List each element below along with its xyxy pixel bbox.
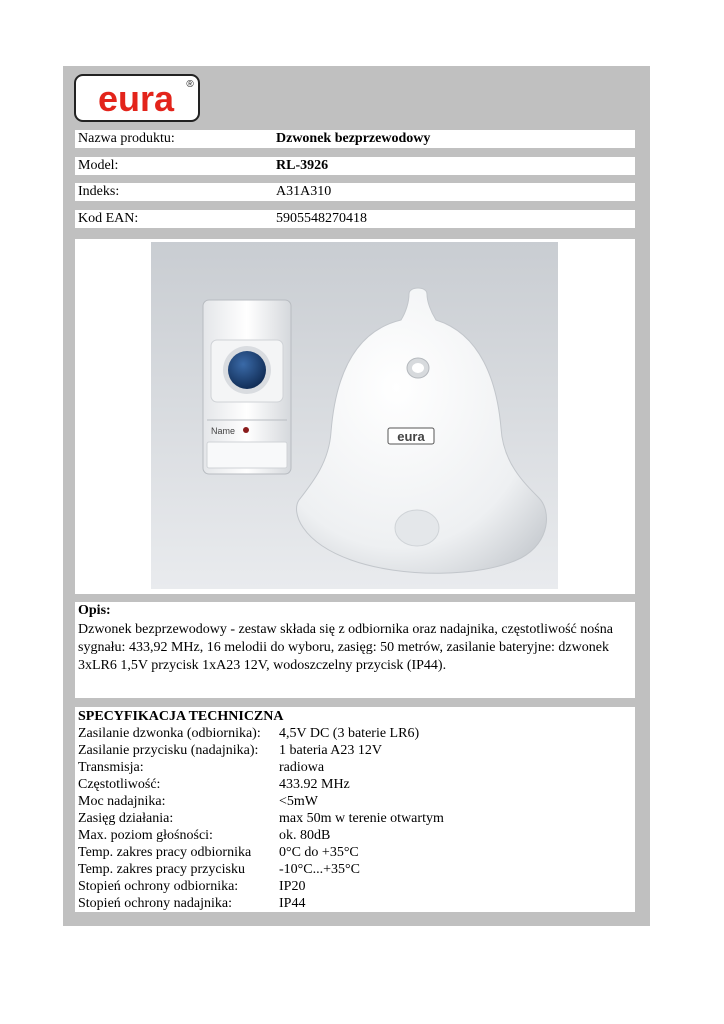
spec-row xyxy=(78,861,630,878)
index-row xyxy=(75,183,635,201)
spec-key: Stopień ochrony odbiornika: xyxy=(78,879,239,894)
spec-row xyxy=(78,810,630,827)
spec-value: radiowa xyxy=(279,760,325,775)
spec-key: Max. poziom głośności: xyxy=(78,828,213,843)
led-indicator-icon xyxy=(243,427,249,433)
spec-heading: SPECYFIKACJA TECHNICZNA xyxy=(78,709,284,724)
spec-row xyxy=(78,725,630,742)
spec-key: Temp. zakres pracy przycisku xyxy=(78,862,245,877)
bell-button-icon xyxy=(228,351,266,389)
spec-key: Zasilanie przycisku (nadajnika): xyxy=(78,743,259,758)
ean-row xyxy=(75,210,635,228)
spec-value: -10°C...+35°C xyxy=(279,862,360,877)
spec-row xyxy=(78,759,630,776)
index-value: A31A310 xyxy=(276,184,332,199)
product-name-key: Nazwa produktu: xyxy=(78,131,175,146)
spec-key: Zasilanie dzwonka (odbiornika): xyxy=(78,726,261,741)
spec-value: <5mW xyxy=(279,794,318,809)
product-name-row xyxy=(75,130,635,148)
model-row xyxy=(75,157,635,175)
spec-key: Częstotliwość: xyxy=(78,777,161,792)
spec-value: 4,5V DC (3 baterie LR6) xyxy=(279,726,420,741)
spec-value: ok. 80dB xyxy=(279,828,331,843)
spec-section xyxy=(75,707,635,912)
product-name-value: Dzwonek bezprzewodowy xyxy=(276,131,431,146)
model-value: RL-3926 xyxy=(276,158,329,173)
spec-value: IP44 xyxy=(279,896,306,911)
spec-key: Zasięg działania: xyxy=(78,811,174,826)
spec-key: Temp. zakres pracy odbiornika xyxy=(78,845,252,860)
spec-value: 433.92 MHz xyxy=(279,777,350,792)
spec-row xyxy=(78,776,630,793)
spec-row xyxy=(78,895,630,912)
ean-value: 5905548270418 xyxy=(276,211,367,226)
spec-key: Stopień ochrony nadajnika: xyxy=(78,896,232,911)
spec-key: Transmisja: xyxy=(78,760,144,775)
spec-value: max 50m w terenie otwartym xyxy=(279,811,444,826)
spec-row xyxy=(78,827,630,844)
description-text: Dzwonek bezprzewodowy - zestaw składa się z odbiornika oraz nadajnika, częstotliwość nośna sygnału: 433,92 MHz, 16 melodii do wyboru, zasięg: 50 metrów, zasilanie bateryjne: dzwonek 3xLR6 1,5V przycisk 1xA23 12V, wodoszczelny przycisk (IP44). xyxy=(78,622,613,673)
spec-key: Moc nadajnika: xyxy=(78,794,166,809)
transmitter-push-button xyxy=(203,300,291,474)
receiver-logo: eura xyxy=(397,429,425,444)
ean-key: Kod EAN: xyxy=(78,211,139,226)
spec-row xyxy=(78,742,630,759)
spec-list xyxy=(78,725,630,912)
spec-value: 0°C do +35°C xyxy=(279,845,359,860)
spec-row xyxy=(78,793,630,810)
receiver-light-icon xyxy=(412,363,424,373)
name-label: Name xyxy=(211,426,236,436)
eura-logo xyxy=(74,74,202,122)
product-photo xyxy=(151,242,558,589)
model-key: Model: xyxy=(78,158,119,173)
spec-row xyxy=(78,844,630,861)
registered-mark: ® xyxy=(186,79,194,90)
spec-value: 1 bateria A23 12V xyxy=(279,743,383,758)
description-heading: Opis: xyxy=(78,603,111,618)
eura-logo-graphic xyxy=(74,74,202,122)
description-section xyxy=(75,602,635,698)
spec-value: IP20 xyxy=(279,879,306,894)
index-key: Indeks: xyxy=(78,184,120,199)
logo-wordmark: eura xyxy=(97,78,175,119)
spec-row xyxy=(78,878,630,895)
